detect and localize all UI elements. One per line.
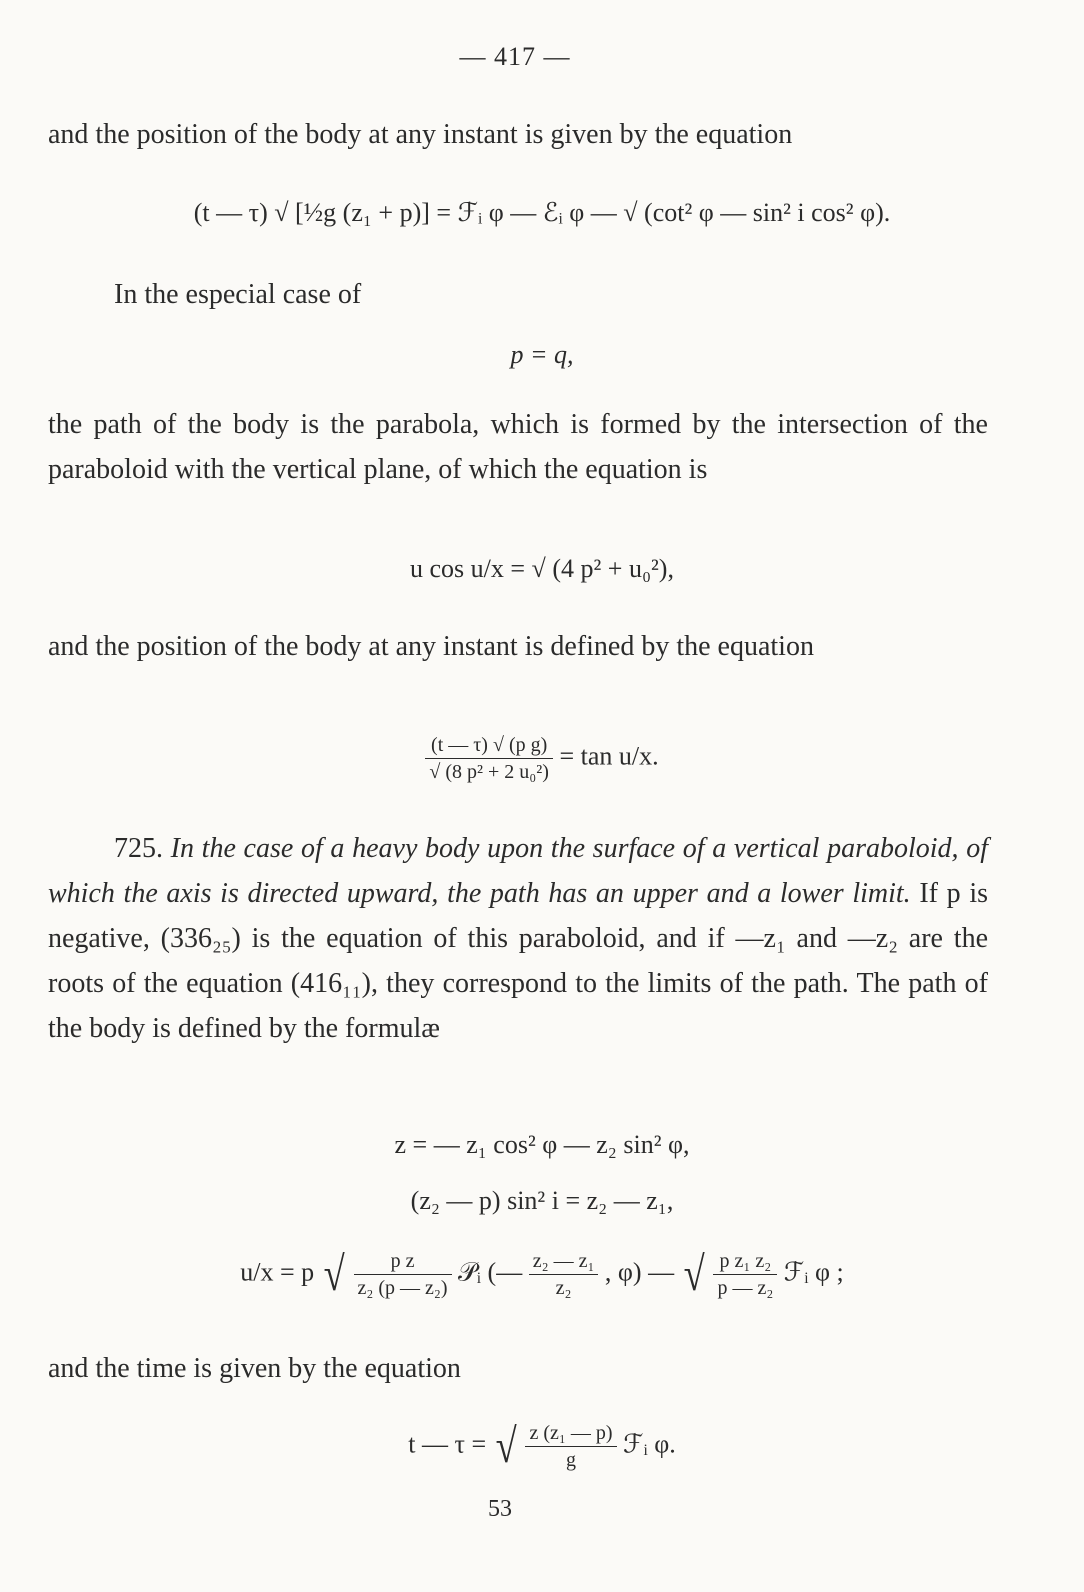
equation-5: z = — z₁ cos² φ — z₂ sin² φ, xyxy=(394,1130,690,1159)
equation-4-rhs: = tan u/x. xyxy=(559,741,659,771)
equation-7-fraction-3-den: p — z₂ xyxy=(717,1277,774,1299)
equation-8-denominator: g xyxy=(565,1449,576,1471)
equation-7-mid2: , φ) — xyxy=(604,1257,675,1287)
article-statement: In the case of a heavy body upon the surface of a vertical paraboloid, of which the axis is directed upward, the path has an upper and a lower limit. xyxy=(48,833,988,909)
article-text: If p is negative, (336₂₅) is the equation of this paraboloid, and if —z₁ and —z₂ are the roots of the equation (416₁₁), they correspond to the limits of the path. The path of the body is defined by the formulæ xyxy=(48,878,989,1044)
equation-7-lhs: u/x = p xyxy=(240,1257,315,1287)
equation-7-fraction-2-den: z₂ xyxy=(555,1277,572,1299)
equation-7-fraction-3 xyxy=(713,1248,777,1301)
signature-mark: 53 xyxy=(488,1496,512,1522)
radical-sign-icon: √ xyxy=(683,1247,705,1301)
equation-4-numerator: (t — τ) √ (p g) xyxy=(425,732,553,759)
page-number: — 417 — xyxy=(459,42,571,71)
equation-7-fraction-1-num: p z xyxy=(354,1248,452,1275)
paragraph-1: and the position of the body at any instant is given by the equation xyxy=(48,119,793,150)
paragraph-4: and the position of the body at any instant is defined by the equation xyxy=(48,631,814,662)
paragraph-3: the path of the body is the parabola, which is formed by the intersection of the paraboloid with the vertical plane, of which the equation is xyxy=(48,409,988,485)
equation-8-lhs: t — τ = xyxy=(408,1429,487,1459)
equation-8 xyxy=(0,1420,1084,1473)
equation-4-denominator: √ (8 p² + 2 u₀²) xyxy=(429,761,549,783)
equation-2 xyxy=(0,340,1084,370)
paragraph-2: In the especial case of xyxy=(114,279,362,310)
equation-7 xyxy=(0,1248,1084,1301)
equation-1: (t — τ) √ [½g (z₁ + p)] = ℱᵢ φ — ℰᵢ φ — √ (cot² φ — sin² i cos² φ). xyxy=(193,198,891,227)
equation-8-fraction xyxy=(525,1420,616,1473)
equation-7-fraction-2 xyxy=(529,1248,599,1301)
radical-sign-icon: √ xyxy=(323,1247,345,1301)
equation-4-fraction xyxy=(425,732,553,785)
paragraph-6: and the time is given by the equation xyxy=(48,1353,461,1384)
paragraph-5 xyxy=(48,826,988,1051)
radical-sign-icon: √ xyxy=(495,1419,517,1473)
equation-3: u cos u/x = √ (4 p² + u₀²), xyxy=(410,554,674,583)
equation-2-text: p = q, xyxy=(510,340,574,369)
equation-6: (z₂ — p) sin² i = z₂ — z₁, xyxy=(410,1186,674,1215)
equation-8-end: ℱᵢ φ. xyxy=(623,1429,676,1459)
equation-4 xyxy=(0,732,1084,785)
article-number: 725. xyxy=(114,833,163,864)
equation-7-fraction-1-den: z₂ (p — z₂) xyxy=(357,1277,448,1299)
equation-8-numerator: z (z₁ — p) xyxy=(525,1420,616,1447)
equation-7-fraction-2-num: z₂ — z₁ xyxy=(529,1248,599,1275)
equation-7-mid: 𝒫ᵢ (— xyxy=(458,1257,529,1287)
equation-7-fraction-3-num: p z₁ z₂ xyxy=(713,1248,777,1275)
equation-7-end: ℱᵢ φ ; xyxy=(783,1257,844,1287)
equation-7-fraction-1 xyxy=(354,1248,452,1301)
